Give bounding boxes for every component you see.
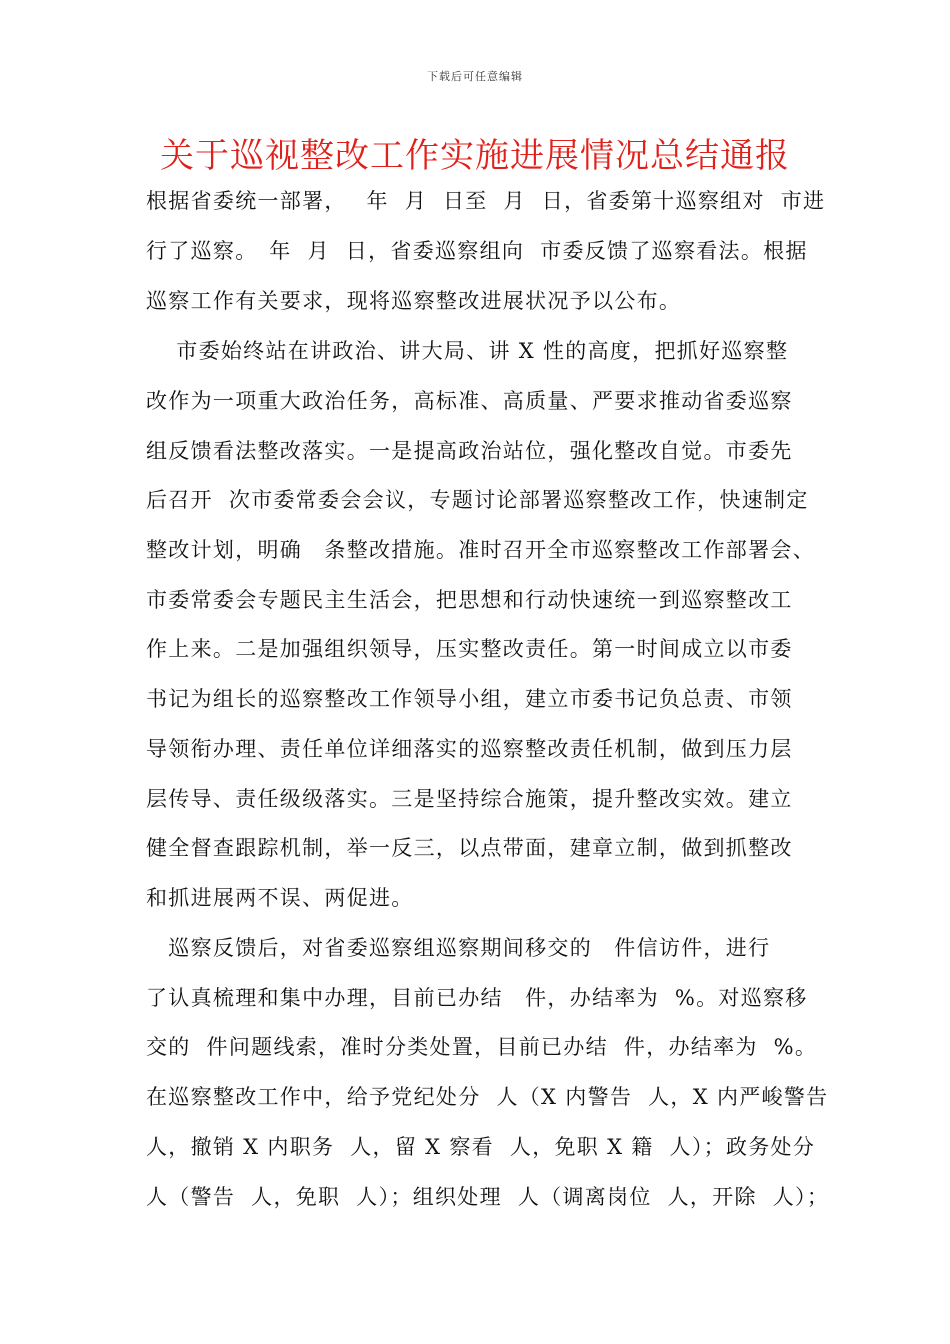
body-line: 健全督查跟踪机制，举一反三，以点带面，建章立制，做到抓整改: [146, 836, 793, 860]
document-title: 关于巡视整改工作实施进展情况总结通报: [160, 136, 790, 176]
body-line: 整改计划，明确 条整改措施。准时召开全市巡察整改工作部署会、: [146, 538, 815, 562]
body-line: 市委始终站在讲政治、讲大局、讲 X 性的高度，把抓好巡察整: [146, 339, 789, 363]
body-line: 导领衔办理、责任单位详细落实的巡察整改责任机制，做到压力层: [146, 737, 793, 761]
body-line: 组反馈看法整改落实。一是提高政治站位，强化整改自觉。市委先: [146, 439, 793, 463]
body-line: 在巡察整改工作中，给予党纪处分 人（X 内警告 人，X 内严峻警告: [146, 1085, 829, 1109]
body-line: 作上来。二是加强组织领导，压实整改责任。第一时间成立以市委: [146, 637, 793, 661]
body-line: 书记为组长的巡察整改工作领导小组，建立市委书记负总责、市领: [146, 687, 793, 711]
body-line: 交的 件问题线索，准时分类处置，目前已办结 件，办结率为 %。: [146, 1035, 818, 1059]
page-header-note: 下载后可任意编辑: [427, 70, 523, 83]
body-line: 后召开 次市委常委会会议，专题讨论部署巡察整改工作，快速制定: [146, 488, 809, 512]
body-line: 了认真梳理和集中办理，目前已办结 件，办结率为 %。对巡察移: [146, 986, 808, 1010]
body-line: 市委常委会专题民主生活会，把思想和行动快速统一到巡察整改工: [146, 588, 793, 612]
body-line: 根据省委统一部署， 年 月 日至 月 日，省委第十巡察组对 市进: [146, 189, 826, 213]
body-line: 层传导、责任级级落实。三是坚持综合施策，提升整改实效。建立: [146, 787, 793, 811]
body-line: 改作为一项重大政治任务，高标准、高质量、严要求推动省委巡察: [146, 389, 793, 413]
body-line: 行了巡察。 年 月 日，省委巡察组向 市委反馈了巡察看法。根据: [146, 239, 808, 263]
body-line: 巡察工作有关要求，现将巡察整改进展状况予以公布。: [146, 289, 682, 313]
body-line: 和抓进展两不误、两促进。: [146, 886, 414, 910]
body-line: 巡察反馈后，对省委巡察组巡察期间移交的 件信访件，进行: [146, 936, 771, 960]
body-line: 人（警告 人，免职 人）；组织处理 人（调离岗位 人，开除 人）；: [146, 1185, 830, 1209]
body-line: 人，撤销 X 内职务 人，留 X 察看 人，免职 X 籍 人）；政务处分: [146, 1135, 816, 1159]
